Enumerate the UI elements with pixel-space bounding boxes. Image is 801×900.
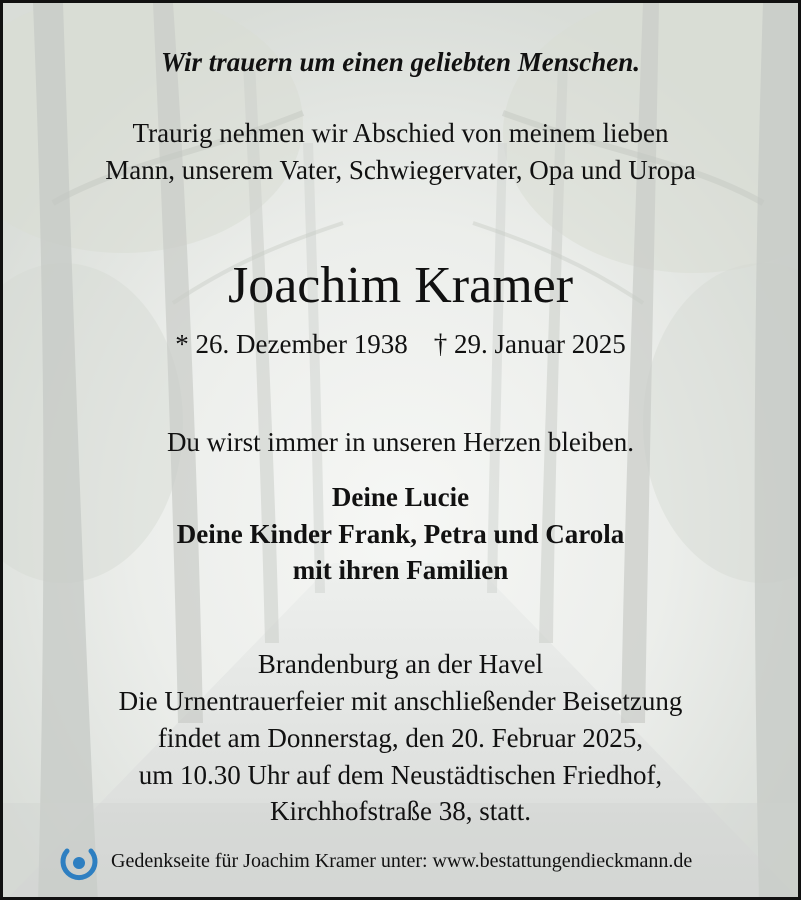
memorial-page-footer [59,841,778,881]
announcement-line-1: Traurig nehmen wir Abschied von meinem lieben [132,118,669,148]
ceremony-line-4: um 10.30 Uhr auf dem Neustädtischen Friedhof, [138,760,663,790]
ceremony-line-1: Brandenburg an der Havel [257,649,544,679]
ceremony-line-2: Die Urnentrauerfeier mit anschließender Beisetzung [118,686,683,716]
deceased-name: Joachim Kramer [227,257,574,314]
intro-heading: Wir trauern um einen geliebten Menschen. [160,47,641,77]
memorial-quote: Du wirst immer in unseren Herzen bleiben. [166,427,635,457]
family-line-1: Deine Lucie [331,482,470,512]
memorial-logo-icon [59,841,99,881]
death-date: † 29. Januar 2025 [433,329,626,359]
announcement-line-2: Mann, unserem Vater, Schwiegervater, Opa und Uropa [105,155,696,185]
family-line-2: Deine Kinder Frank, Petra und Carola [176,519,625,549]
memorial-page-link[interactable]: Gedenkseite für Joachim Kramer unter: www.bestattungendieckmann.de [111,849,693,872]
ceremony-line-3: findet am Donnerstag, den 20. Februar 2025, [157,723,644,753]
life-dates [3,329,798,360]
notice-content [3,3,798,897]
birth-date: * 26. Dezember 1938 [175,329,408,359]
family-line-3: mit ihren Familien [292,555,509,585]
ceremony-line-5: Kirchhofstraße 38, statt. [270,796,531,826]
